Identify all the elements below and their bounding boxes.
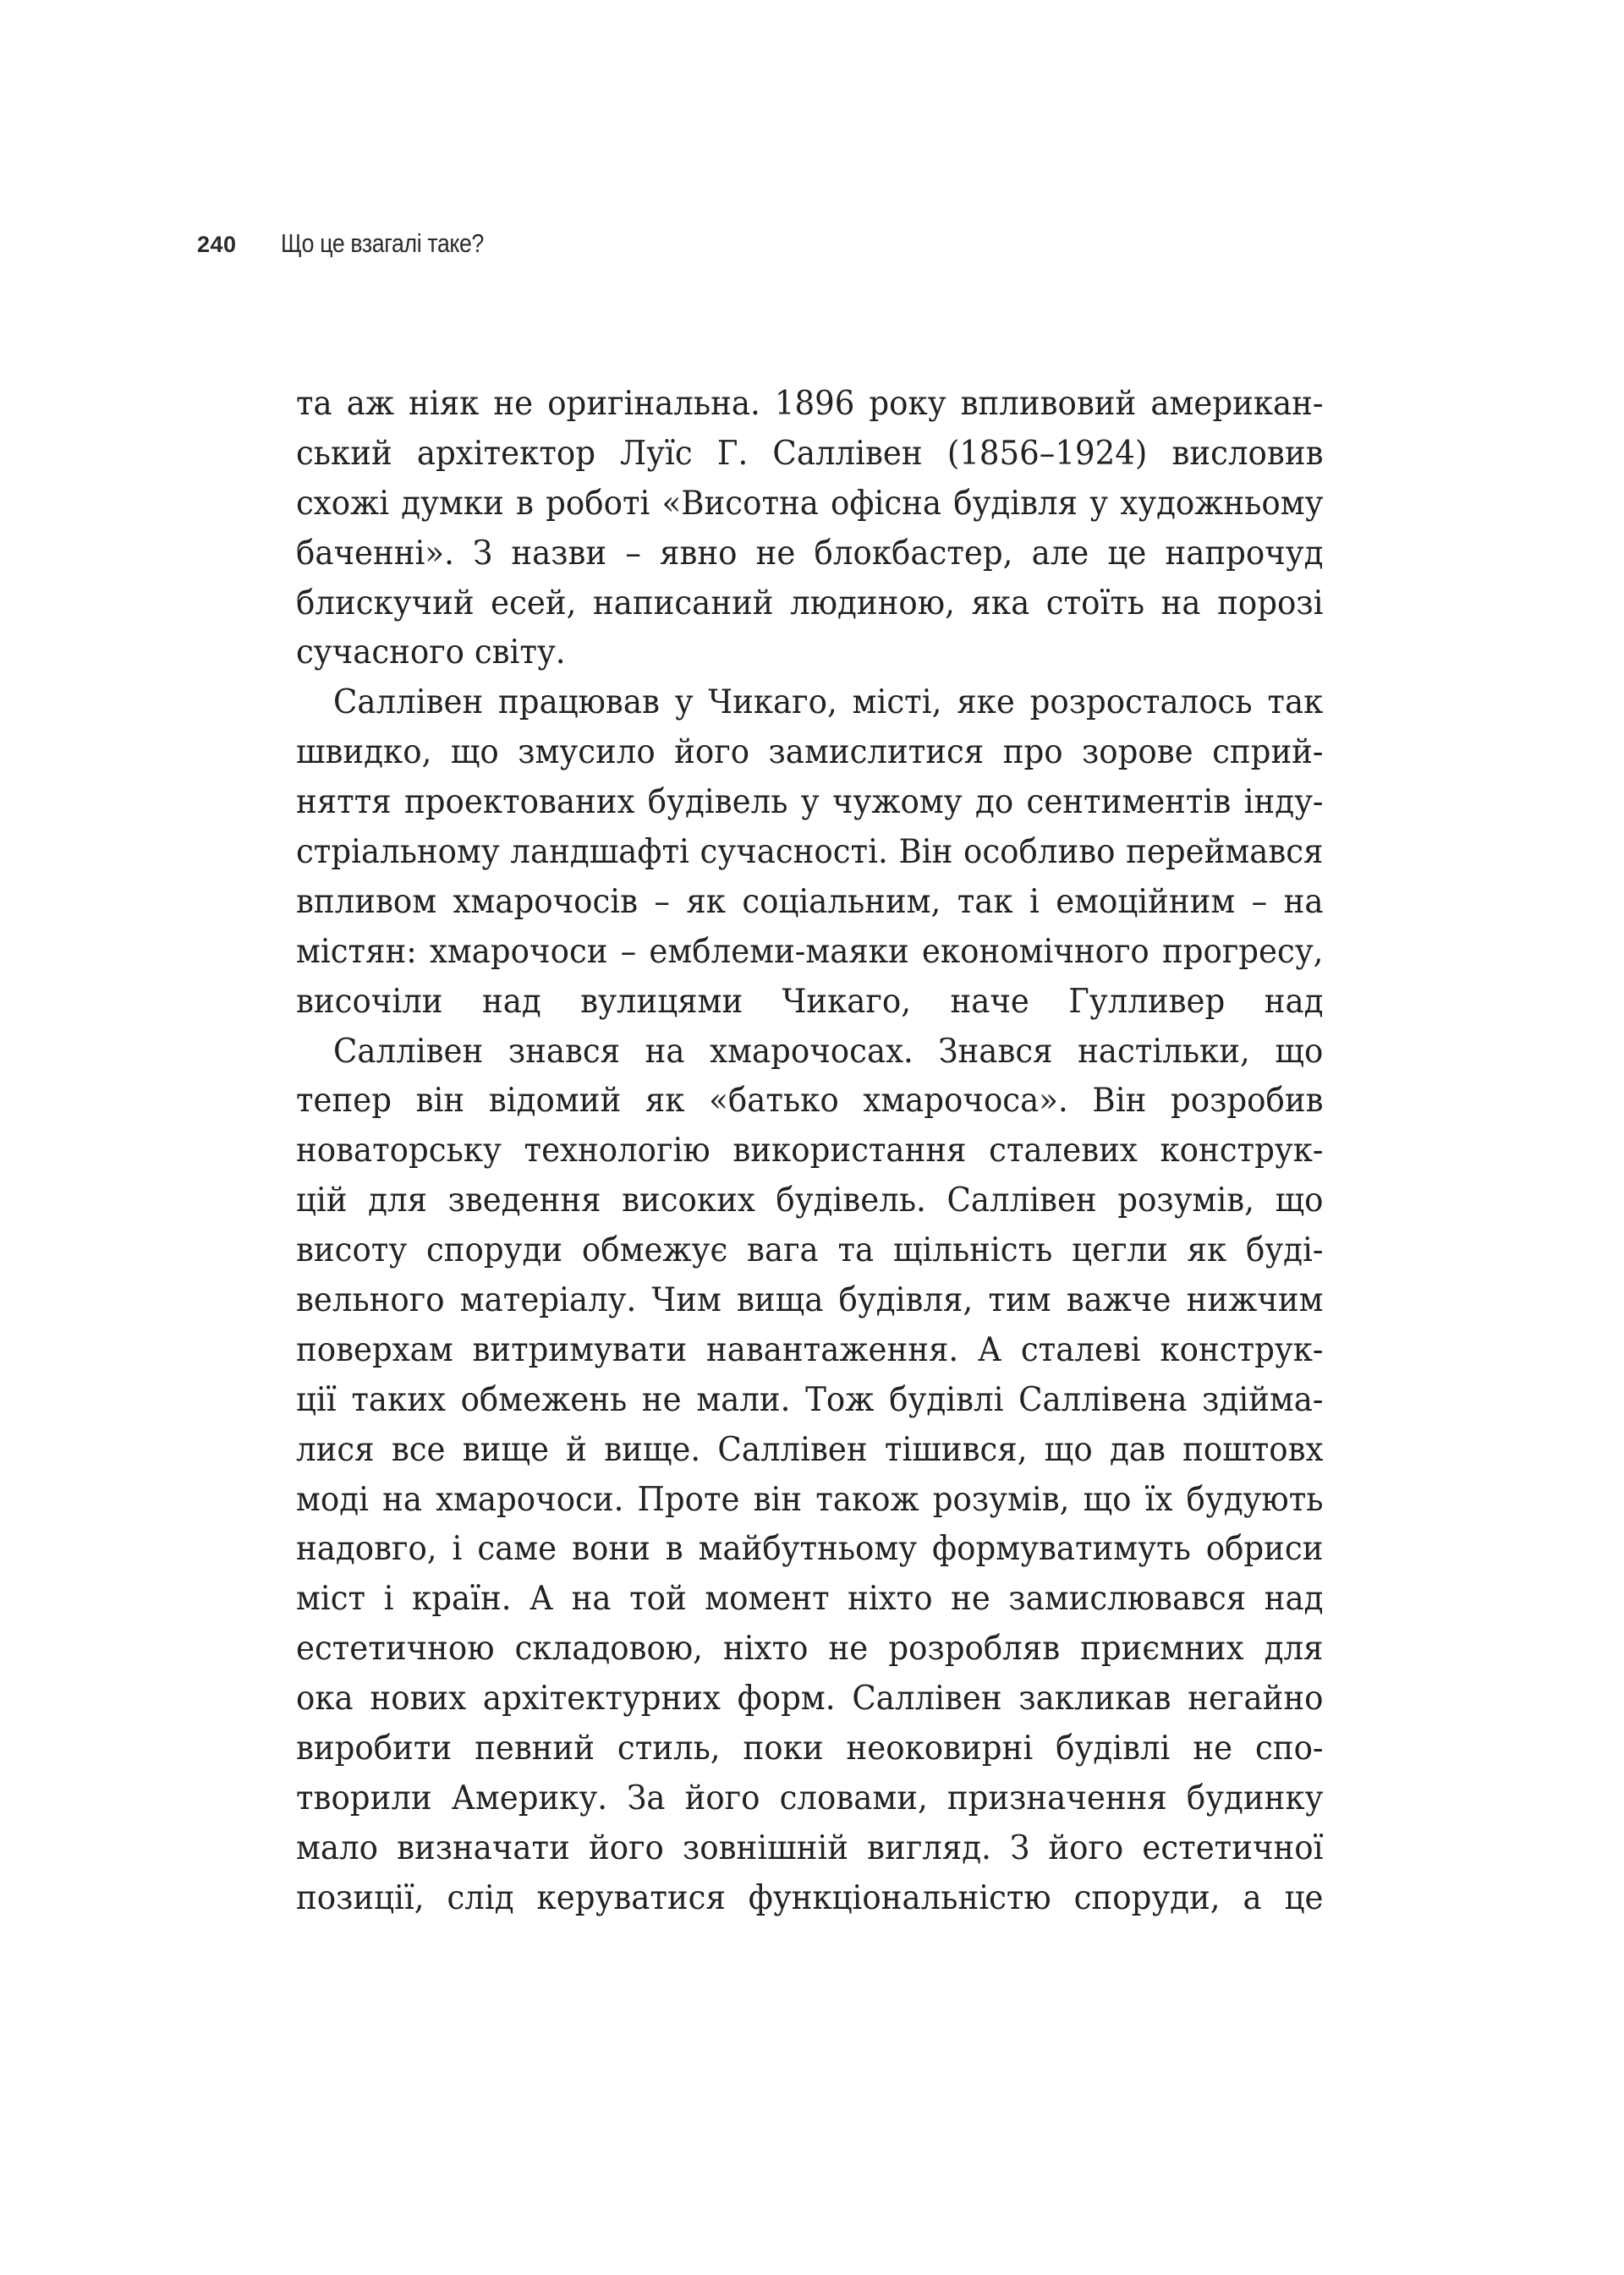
text-line: висоту споруди обмежує вага та щільність цегли як буді- (296, 1231, 1324, 1270)
paragraph-1 (296, 379, 1324, 677)
text-line: тепер він відомий як «батько хмарочоса». Він розробив (296, 1081, 1324, 1121)
text-line: баченні». З назви – явно не блокбастер, але це напрочуд (296, 533, 1324, 573)
paragraph-3 (296, 1027, 1324, 1923)
text-line: сучасного світу. (296, 633, 566, 672)
body-text (296, 379, 1324, 1923)
text-line: ції таких обмежень не мали. Тож будівлі Саллівена здійма- (296, 1379, 1324, 1419)
running-head-title: Що це взагалі таке? (280, 228, 484, 258)
text-line: лися все вище й вище. Саллівен тішився, що дав поштовх (296, 1429, 1324, 1469)
paragraph-2 (296, 677, 1324, 1026)
text-line: містян: хмарочоси – емблеми-маяки економічного прогресу, (296, 931, 1324, 971)
text-line: новаторську технологію використання сталевих конструк- (296, 1131, 1324, 1170)
text-line: ока нових архітектурних форм. Саллівен закликав негайно (296, 1679, 1324, 1719)
text-line: стріальному ландшафті сучасності. Він особливо переймався (296, 832, 1324, 872)
page-number: 240 (197, 232, 237, 257)
text-line: виробити певний стиль, поки неоковирні будівлі не спо- (296, 1729, 1324, 1768)
text-line: блискучий есей, написаний людиною, яка стоїть на порозі (296, 583, 1324, 622)
text-line: моді на хмарочоси. Проте він також розумів, що їх будують (296, 1479, 1324, 1519)
text-line: естетичною складовою, ніхто не розробляв приємних для (296, 1629, 1324, 1669)
text-line: швидко, що змусило його замислитися про зорове сприй- (296, 732, 1324, 772)
text-line: височіли над вулицями Чикаго, наче Гулливер над (296, 981, 1324, 1021)
running-head (197, 228, 517, 262)
text-line: міст і країн. А на той момент ніхто не замислювався над (296, 1579, 1324, 1619)
text-line: творили Америку. За його словами, призначення будинку (296, 1778, 1324, 1817)
text-line: та аж ніяк не оригінальна. 1896 року впливовий американ- (296, 384, 1324, 423)
text-line: Саллівен працював у Чикаго, місті, яке розросталось так (333, 682, 1324, 722)
text-line: няття проектованих будівель у чужому до сентиментів інду- (296, 782, 1324, 822)
text-line: поверхам витримувати навантаження. А сталеві конструк- (296, 1329, 1324, 1369)
text-line: позиції, слід керуватися функціональністю споруди, а це (296, 1878, 1324, 1917)
text-line: впливом хмарочосів – як соціальним, так і емоційним – на (296, 881, 1324, 921)
text-line: мало визначати його зовнішній вигляд. З його естетичної (296, 1828, 1324, 1867)
text-line: вельного матеріалу. Чим вища будівля, тим важче нижчим (296, 1280, 1324, 1320)
text-line: надовго, і саме вони в майбутньому формуватимуть обриси (296, 1529, 1324, 1569)
text-line: схожі думки в роботі «Висотна офісна будівля у художньому (296, 483, 1324, 523)
text-line: ський архітектор Луїс Г. Саллівен (1856–1924) висловив (296, 433, 1324, 473)
text-line: цій для зведення високих будівель. Саллівен розумів, що (296, 1181, 1324, 1220)
text-line: Саллівен знався на хмарочосах. Знався настільки, що (333, 1031, 1324, 1071)
